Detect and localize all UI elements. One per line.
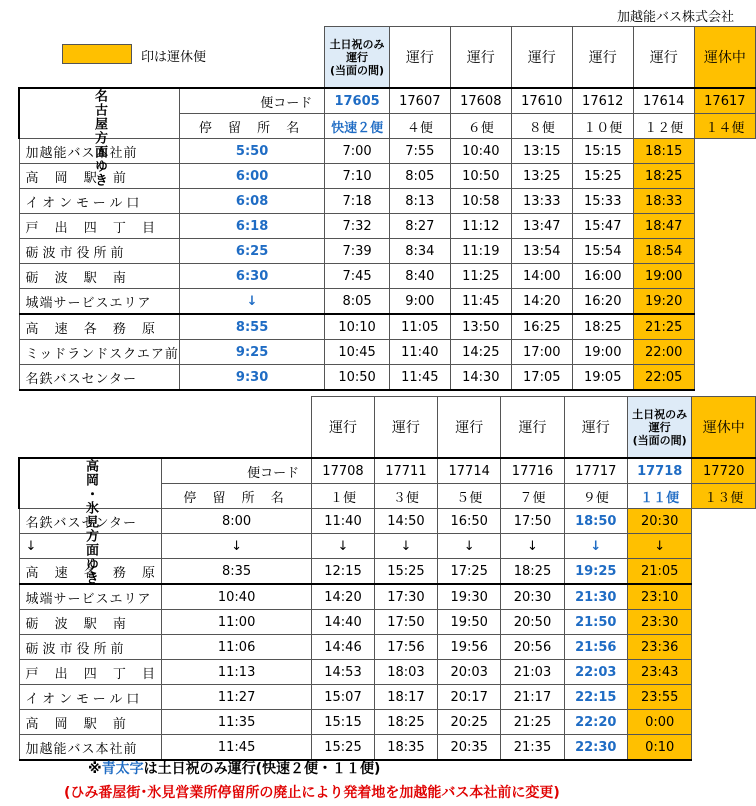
stop-name: 戸 出 四 丁 目 [19,660,162,685]
service-header: 土日祝のみ 運行 (当面の間) [627,397,692,459]
time-cell: 22:03 [564,660,627,685]
direction-label: 名古屋方面ゆき [19,88,179,139]
time-cell: 9:25 [179,340,324,365]
time-cell: 19:50 [438,610,501,635]
stop-name: イオンモール口 [19,189,179,214]
time-cell: 8:35 [162,559,312,585]
time-cell: 11:45 [389,365,450,391]
time-cell: 7:32 [325,214,390,239]
time-cell: 14:00 [511,264,572,289]
table-row [19,534,756,559]
trip-number: 快速２便 [325,114,390,139]
time-cell: 19:30 [438,584,501,610]
time-cell: 19:56 [438,635,501,660]
service-header: 運行 [374,397,437,459]
stop-label: 停 留 所 名 [162,484,312,509]
table-row [19,214,756,239]
trip-number: １２便 [633,114,694,139]
trip-number: １３便 [692,484,756,509]
time-cell: 23:30 [627,610,692,635]
stop-name: イオンモール口 [19,685,162,710]
stop-name: 砺波市役所前 [19,239,179,264]
note-stop-change: (ひみ番屋街･氷見営業所停留所の廃止により発着地を加越能バス本社前に変更) [64,785,560,801]
time-cell: 14:50 [374,509,437,534]
service-header: 運行 [501,397,564,459]
time-cell: 13:47 [511,214,572,239]
time-cell: 20:30 [627,509,692,534]
time-cell: 11:19 [450,239,511,264]
time-cell: 11:13 [162,660,312,685]
time-cell: 11:06 [162,635,312,660]
stop-name: 名鉄バスセンター [19,365,179,391]
time-cell: 0:00 [627,710,692,735]
time-cell: 21:56 [564,635,627,660]
code-label: 便コード [162,458,312,484]
code-cell: 17718 [627,458,692,484]
time-cell: 22:20 [564,710,627,735]
table-row [19,189,756,214]
trip-number: １便 [312,484,375,509]
time-cell: 5:50 [179,139,324,164]
time-cell: 13:54 [511,239,572,264]
time-cell: 17:56 [374,635,437,660]
time-cell: 7:45 [325,264,390,289]
time-cell: 15:25 [312,735,375,761]
time-cell: 21:03 [501,660,564,685]
time-cell: 10:58 [450,189,511,214]
time-cell: 21:50 [564,610,627,635]
stop-name: 城端サービスエリア [19,584,162,610]
service-header: 運行 [312,397,375,459]
table-row [19,635,756,660]
code-cell: 17711 [374,458,437,484]
trip-number: ４便 [389,114,450,139]
time-cell: 19:25 [564,559,627,585]
time-cell: 17:30 [374,584,437,610]
time-cell: 7:39 [325,239,390,264]
time-cell: 23:36 [627,635,692,660]
time-cell: 18:25 [633,164,694,189]
table-row [19,264,756,289]
stop-name: 高 速 各 務 原 [19,559,162,585]
time-cell: 18:15 [633,139,694,164]
time-cell: 22:15 [564,685,627,710]
table-row [19,289,756,315]
time-cell: 18:50 [564,509,627,534]
time-cell: 11:25 [450,264,511,289]
trip-number: ３便 [374,484,437,509]
timetable-takaoka [18,396,756,761]
stop-name: ↓ [19,534,162,559]
table-row [19,559,756,585]
table-row [19,164,756,189]
time-cell: 12:15 [312,559,375,585]
time-cell: 9:00 [389,289,450,315]
time-cell: 17:50 [501,509,564,534]
time-cell: 18:47 [633,214,694,239]
time-cell: 20:17 [438,685,501,710]
time-cell: 10:10 [325,314,390,340]
time-cell: 22:00 [633,340,694,365]
table-row [19,660,756,685]
time-cell: 19:00 [572,340,633,365]
direction-label: 高岡・氷見方面ゆき [19,458,162,509]
table-row [19,509,756,534]
time-cell: 11:40 [312,509,375,534]
stop-name: 高 岡 駅 前 [19,710,162,735]
table-row [19,584,756,610]
trip-number: １４便 [694,114,755,139]
code-cell: 17717 [564,458,627,484]
trip-number: ５便 [438,484,501,509]
time-cell: 6:00 [179,164,324,189]
code-cell: 17612 [572,88,633,114]
time-cell: 10:50 [325,365,390,391]
time-cell: 21:25 [501,710,564,735]
service-header: 土日祝のみ 運行 (当面の間) [325,27,390,89]
time-cell: 6:25 [179,239,324,264]
stop-name: 高 速 各 務 原 [19,314,179,340]
time-cell: 18:25 [374,710,437,735]
time-cell: 19:05 [572,365,633,391]
time-cell: 15:54 [572,239,633,264]
time-cell: 18:03 [374,660,437,685]
time-cell: 17:05 [511,365,572,391]
table-row [19,685,756,710]
time-cell: 18:54 [633,239,694,264]
service-header: 運行 [564,397,627,459]
time-cell: 16:50 [438,509,501,534]
time-cell: ↓ [179,289,324,315]
stop-name: 城端サービスエリア [19,289,179,315]
time-cell: ↓ [501,534,564,559]
time-cell: 22:05 [633,365,694,391]
time-cell: 6:30 [179,264,324,289]
time-cell: 14:20 [312,584,375,610]
time-cell: 21:05 [627,559,692,585]
time-cell: 7:18 [325,189,390,214]
code-cell: 17617 [694,88,755,114]
service-header: 運行 [572,27,633,89]
timetable-nagoya [18,26,756,391]
trip-number: ７便 [501,484,564,509]
code-cell: 17708 [312,458,375,484]
note-weekend: ※青太字は土日祝のみ運行(快速２便・１１便) [88,761,381,777]
time-cell: 14:30 [450,365,511,391]
stop-name: 名鉄バスセンター [19,509,162,534]
time-cell: 15:15 [312,710,375,735]
time-cell: 11:05 [389,314,450,340]
trip-number: ９便 [564,484,627,509]
table-row [19,314,756,340]
time-cell: 20:56 [501,635,564,660]
time-cell: 18:25 [501,559,564,585]
suspended-header: 運休中 [692,397,756,459]
time-cell: 13:15 [511,139,572,164]
trip-number: ６便 [450,114,511,139]
time-cell: 21:30 [564,584,627,610]
time-cell: 8:34 [389,239,450,264]
time-cell: 17:50 [374,610,437,635]
stop-name: ミッドランドスクエア前 [19,340,179,365]
stop-name: 加越能バス本社前 [19,139,179,164]
stop-label: 停 留 所 名 [179,114,324,139]
time-cell: 8:05 [325,289,390,315]
time-cell: 18:17 [374,685,437,710]
time-cell: 14:53 [312,660,375,685]
time-cell: 20:03 [438,660,501,685]
time-cell: 14:46 [312,635,375,660]
time-cell: 11:27 [162,685,312,710]
time-cell: 13:33 [511,189,572,214]
time-cell: 13:25 [511,164,572,189]
stop-name: 高 岡 駅 前 [19,164,179,189]
stop-name: 砺 波 駅 南 [19,610,162,635]
code-cell: 17608 [450,88,511,114]
time-cell: 19:00 [633,264,694,289]
time-cell: 20:25 [438,710,501,735]
time-cell: 23:10 [627,584,692,610]
stop-name: 戸 出 四 丁 目 [19,214,179,239]
code-cell: 17610 [511,88,572,114]
stop-name: 砺波市役所前 [19,635,162,660]
table-row [19,365,756,391]
time-cell: 8:55 [179,314,324,340]
time-cell: 18:33 [633,189,694,214]
time-cell: 20:50 [501,610,564,635]
time-cell: 7:55 [389,139,450,164]
time-cell: 15:15 [572,139,633,164]
time-cell: 21:25 [633,314,694,340]
trip-number: ８便 [511,114,572,139]
time-cell: 18:35 [374,735,437,761]
table-row [19,139,756,164]
time-cell: 7:10 [325,164,390,189]
time-cell: 6:18 [179,214,324,239]
time-cell: 16:25 [511,314,572,340]
code-cell: 17716 [501,458,564,484]
table-row [19,239,756,264]
time-cell: ↓ [162,534,312,559]
time-cell: 11:45 [162,735,312,761]
time-cell: ↓ [374,534,437,559]
code-cell: 17720 [692,458,756,484]
time-cell: 18:25 [572,314,633,340]
suspended-header: 運休中 [694,27,755,89]
time-cell: 0:10 [627,735,692,761]
time-cell: 11:12 [450,214,511,239]
time-cell: 16:00 [572,264,633,289]
code-label: 便コード [179,88,324,114]
time-cell: 17:00 [511,340,572,365]
time-cell: 14:25 [450,340,511,365]
time-cell: 9:30 [179,365,324,391]
time-cell: 7:00 [325,139,390,164]
time-cell: 13:50 [450,314,511,340]
time-cell: 20:30 [501,584,564,610]
time-cell: 23:55 [627,685,692,710]
legend-text: 印は運休便 [141,50,207,65]
trip-number: １０便 [572,114,633,139]
time-cell: 8:13 [389,189,450,214]
time-cell: 17:25 [438,559,501,585]
table-row [19,610,756,635]
time-cell: 11:00 [162,610,312,635]
time-cell: 11:40 [389,340,450,365]
time-cell: 8:40 [389,264,450,289]
time-cell: 15:25 [374,559,437,585]
service-header: 運行 [450,27,511,89]
time-cell: 15:07 [312,685,375,710]
time-cell: 10:50 [450,164,511,189]
time-cell: 15:25 [572,164,633,189]
time-cell: 23:43 [627,660,692,685]
time-cell: 20:35 [438,735,501,761]
time-cell: 21:17 [501,685,564,710]
company-name: 加越能バス株式会社 [616,10,734,25]
service-header: 運行 [438,397,501,459]
time-cell: ↓ [627,534,692,559]
time-cell: 6:08 [179,189,324,214]
time-cell: 8:27 [389,214,450,239]
time-cell: 14:40 [312,610,375,635]
time-cell: 8:00 [162,509,312,534]
service-header: 運行 [511,27,572,89]
service-header: 運行 [633,27,694,89]
time-cell: 22:30 [564,735,627,761]
time-cell: 10:40 [450,139,511,164]
time-cell: ↓ [438,534,501,559]
stop-name: 加越能バス本社前 [19,735,162,761]
time-cell: 11:45 [450,289,511,315]
time-cell: 11:35 [162,710,312,735]
code-cell: 17607 [389,88,450,114]
time-cell: 10:45 [325,340,390,365]
time-cell: 16:20 [572,289,633,315]
time-cell: ↓ [564,534,627,559]
trip-number: １１便 [627,484,692,509]
time-cell: 10:40 [162,584,312,610]
time-cell: 21:35 [501,735,564,761]
code-cell: 17605 [325,88,390,114]
code-cell: 17714 [438,458,501,484]
service-header: 運行 [389,27,450,89]
table-row [19,340,756,365]
code-cell: 17614 [633,88,694,114]
time-cell: 19:20 [633,289,694,315]
time-cell: 8:05 [389,164,450,189]
table-row [19,735,756,761]
time-cell: 15:47 [572,214,633,239]
table-row [19,710,756,735]
time-cell: 15:33 [572,189,633,214]
time-cell: 14:20 [511,289,572,315]
stop-name: 砺 波 駅 南 [19,264,179,289]
time-cell: ↓ [312,534,375,559]
